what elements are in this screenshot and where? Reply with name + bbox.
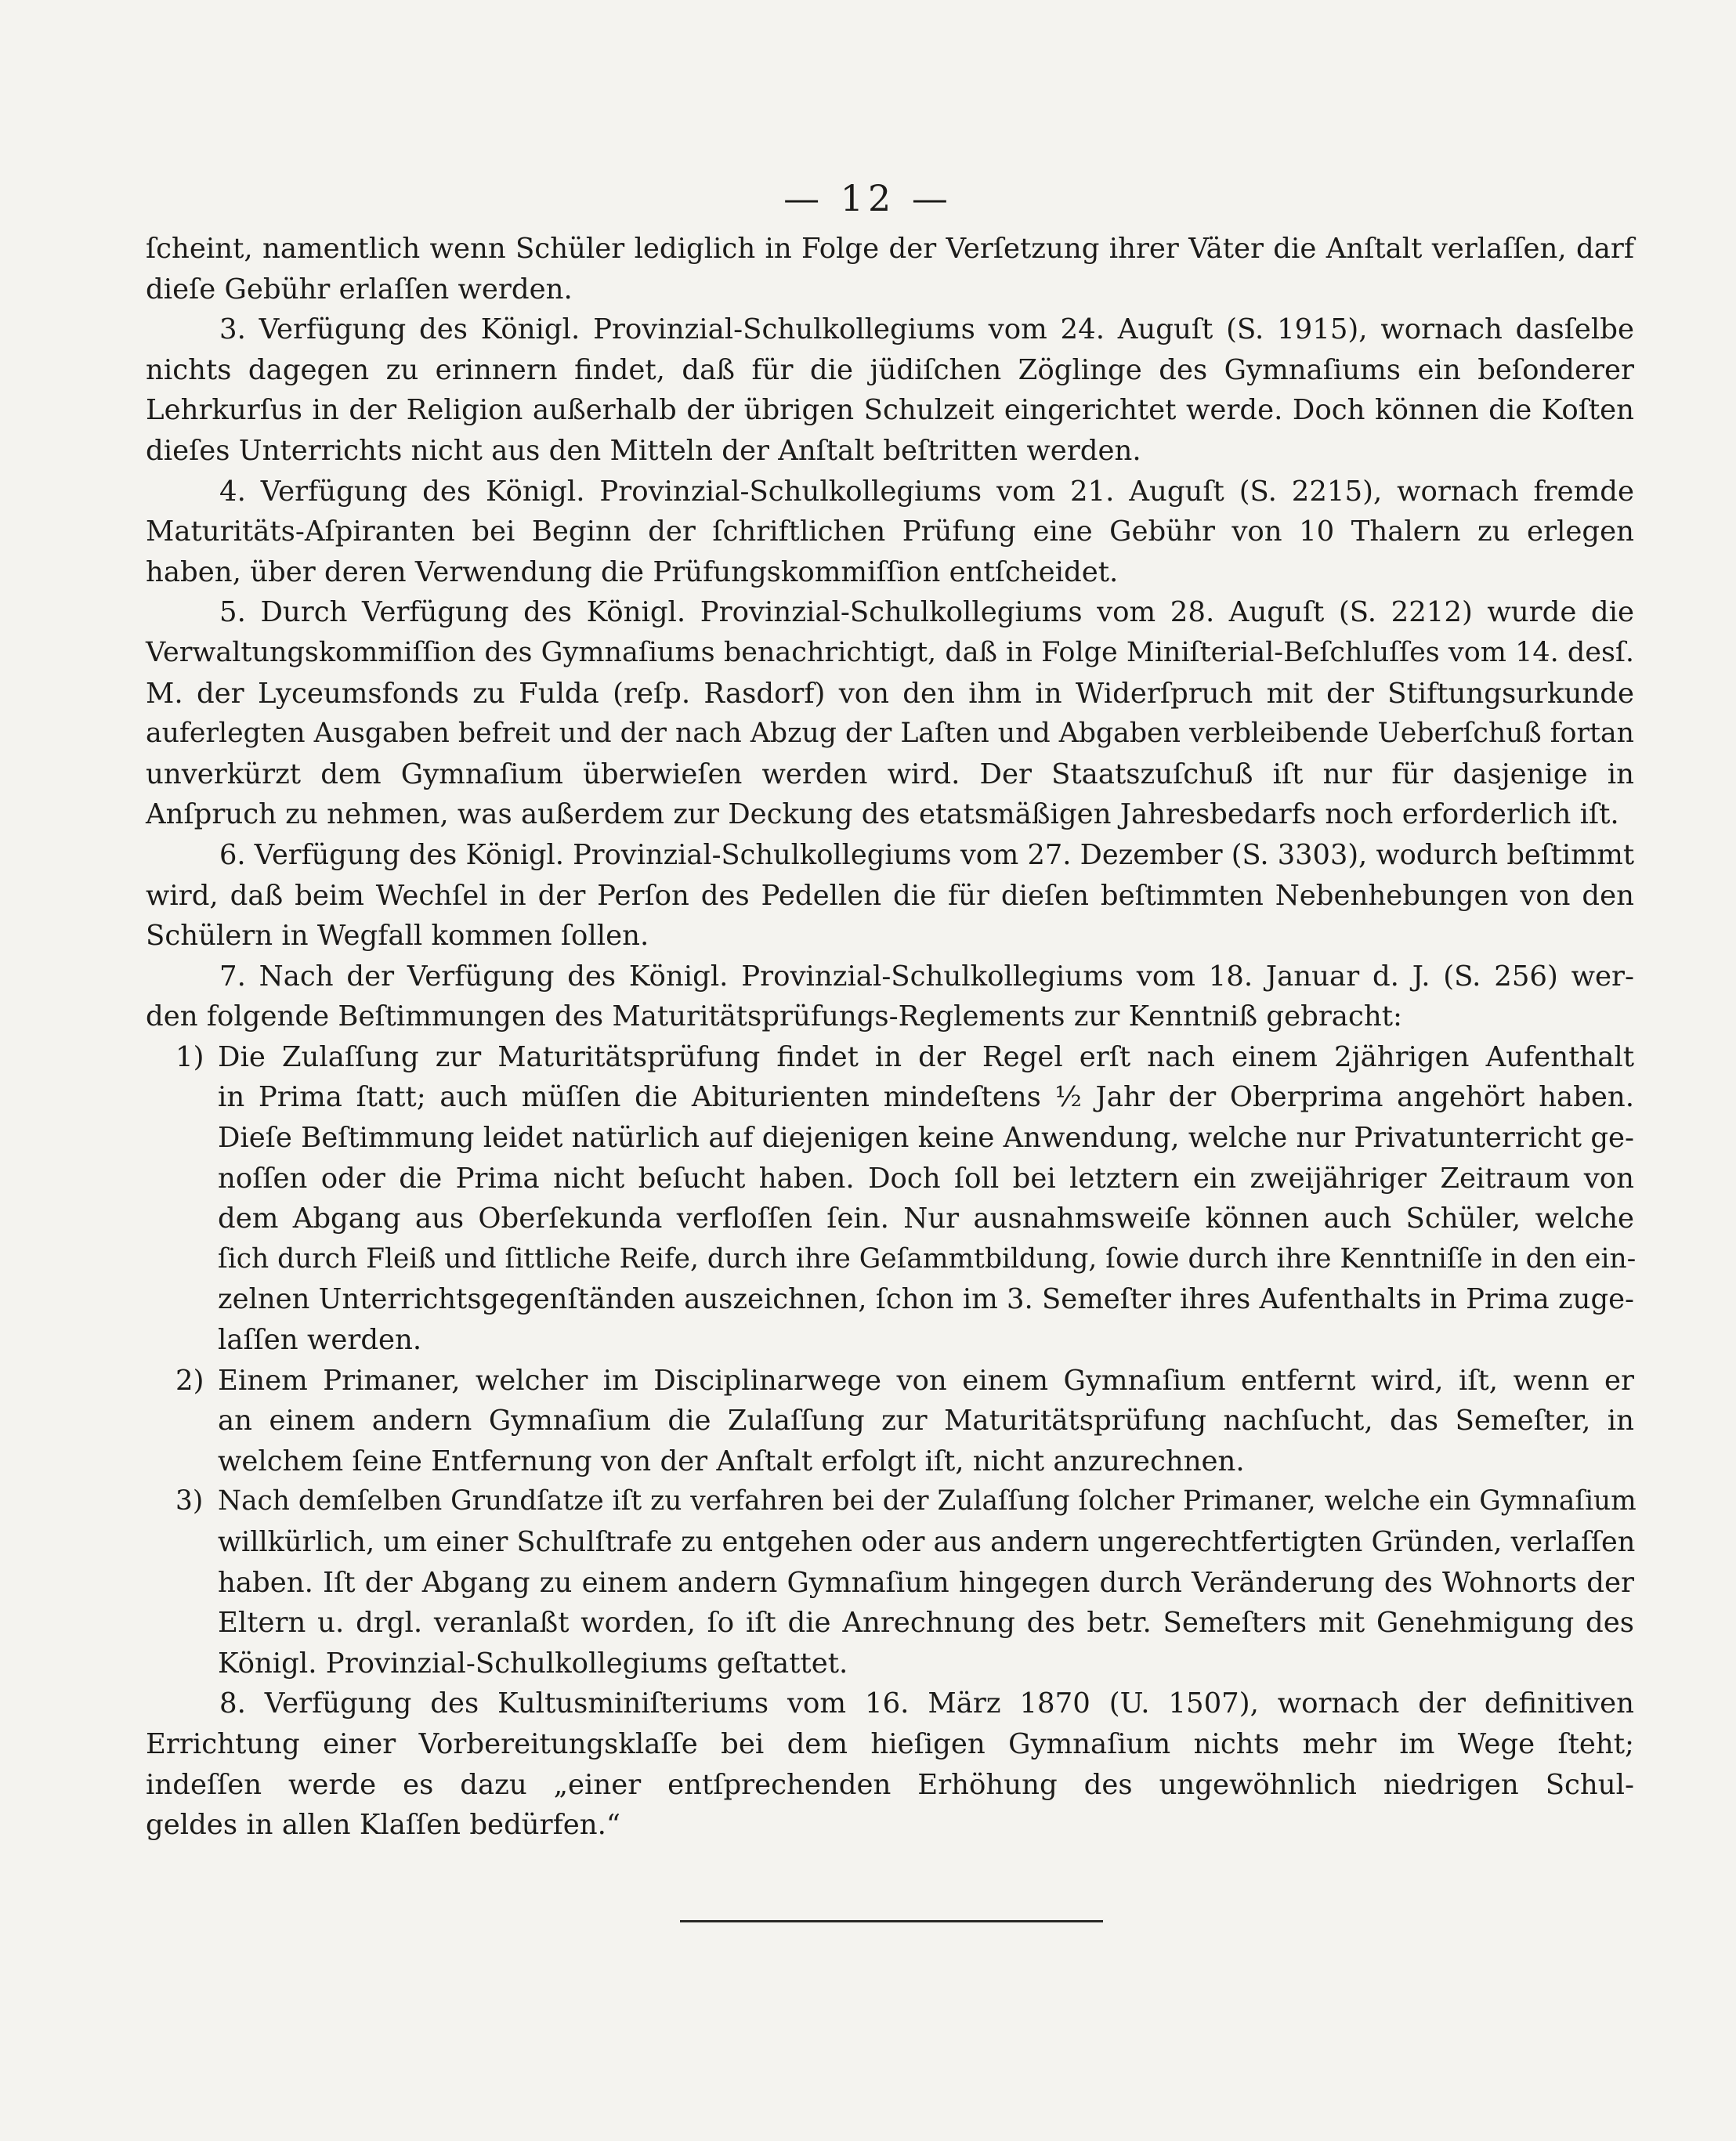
text-line: Nach demſelben Grundſatze iſt zu verfahren bei der Zulaſſung ſolcher Primaner, welche ein Gymnaſium bbox=[218, 1485, 1637, 1517]
text-line: dem Abgang aus Oberſekunda verfloſſen ſein. Nur ausnahmsweiſe können auch Schüler, welche bbox=[218, 1203, 1634, 1235]
text-line: zelnen Unterrichtsgegenſtänden auszeichnen, ſchon im 3. Semeſter ihres Aufenthalts in Prima zuge- bbox=[218, 1283, 1634, 1316]
text-line: ſcheint, namentlich wenn Schüler lediglich in Folge der Verſetzung ihrer Väter die Anſtalt verlaſſen, darf bbox=[146, 233, 1634, 265]
text-line: Lehrkurſus in der Religion außerhalb der übrigen Schulzeit eingerichtet werde. Doch können die Koſten bbox=[146, 394, 1634, 427]
closing-rule bbox=[680, 1920, 1103, 1922]
text-line: M. der Lyceumsfonds zu Fulda (reſp. Rasdorf) von den ihm in Widerſpruch mit der Stiftungsurkunde bbox=[146, 677, 1634, 710]
text-line: ſich durch Fleiß und ſittliche Reife, durch ihre Geſammtbildung, ſowie durch ihre Kenntniſſe in den ein- bbox=[218, 1242, 1637, 1275]
list-item-line bbox=[146, 1037, 1634, 1078]
text-line: Errichtung einer Vorbereitungsklaſſe bei dem hieſigen Gymnaſium nichts mehr im Wege ſteht; bbox=[146, 1727, 1634, 1760]
text-line: Anſpruch zu nehmen, was außerdem zur Deckung des etatsmäßigen Jahresbedarfs noch erforderlich iſt. bbox=[146, 798, 1619, 831]
list-item-line bbox=[146, 1361, 1634, 1401]
text-line: dieſe Gebühr erlaſſen werden. bbox=[146, 273, 573, 306]
text-line: indeſſen werde es dazu „einer entſprechenden Erhöhung des ungewöhnlich niedrigen Schul- bbox=[146, 1768, 1634, 1801]
list-item-line bbox=[146, 1481, 1637, 1522]
text-line: den folgende Beſtimmungen des Maturitätsprüfungs-Reglements zur Kenntniß gebracht: bbox=[146, 1000, 1402, 1033]
item-number: 1) bbox=[175, 1040, 204, 1073]
text-line: unverkürzt dem Gymnaſium überwieſen werden wird. Der Staatszuſchuß iſt nur für dasjenige in bbox=[146, 758, 1634, 790]
text-line: welchem ſeine Entfernung von der Anſtalt erfolgt iſt, nicht anzurechnen. bbox=[218, 1445, 1245, 1477]
text-line: Maturitäts-Aſpiranten bei Beginn der ſchriftlichen Prüfung eine Gebühr von 10 Thalern zu erlegen bbox=[146, 515, 1634, 548]
text-line: 8. Verfügung des Kultusminiſteriums vom 16. März 1870 (U. 1507), wornach der definitiven bbox=[219, 1687, 1634, 1720]
text-line: an einem andern Gymnaſium die Zulaſſung zur Maturitätsprüfung nachſucht, das Semeſter, in bbox=[218, 1405, 1634, 1438]
text-line: nichts dagegen zu erinnern findet, daß für die jüdiſchen Zöglinge des Gymnaſiums ein beſonderer bbox=[146, 353, 1634, 386]
text-line: auferlegten Ausgaben befreit und der nach Abzug der Laſten und Abgaben verbleibende Ueberſchuß fortan bbox=[146, 718, 1634, 750]
body-text bbox=[146, 229, 1637, 1846]
text-line: laſſen werden. bbox=[218, 1324, 422, 1357]
text-line: Dieſe Beſtimmung leidet natürlich auf diejenigen keine Anwendung, welche nur Privatunterricht ge- bbox=[218, 1122, 1634, 1155]
text-line: wird, daß beim Wechſel in der Perſon des Pedellen die für dieſen beſtimmten Nebenhebungen von den bbox=[146, 879, 1634, 912]
text-line: haben, über deren Verwendung die Prüfungskommiſſion entſcheidet. bbox=[146, 555, 1119, 588]
text-line: Einem Primaner, welcher im Disciplinarwege von einem Gymnaſium entfernt wird, iſt, wenn er bbox=[218, 1364, 1634, 1397]
item-number: 3) bbox=[175, 1485, 204, 1517]
text-line: Die Zulaſſung zur Maturitätsprüfung findet in der Regel erſt nach einem 2jährigen Aufenthalt bbox=[218, 1040, 1634, 1073]
text-line: 6. Verfügung des Königl. Provinzial-Schulkollegiums vom 27. Dezember (S. 3303), wodurch beſtimmt bbox=[219, 838, 1634, 871]
text-line: Eltern u. drgl. veranlaßt worden, ſo iſt die Anrechnung des betr. Semeſters mit Genehmigung des bbox=[218, 1607, 1634, 1640]
text-line: willkürlich, um einer Schulſtrafe zu entgehen oder aus andern ungerechtfertigten Gründen, verlaſſen bbox=[218, 1526, 1636, 1558]
text-line: 7. Nach der Verfügung des Königl. Provinzial-Schulkollegiums vom 18. Januar d. J. (S. 256) wer- bbox=[219, 960, 1634, 993]
text-line: noſſen oder die Prima nicht beſucht haben. Doch ſoll bei letztern ein zweijähriger Zeitraum von bbox=[218, 1162, 1634, 1195]
text-line: 5. Durch Verfügung des Königl. Provinzial-Schulkollegiums vom 28. Auguſt (S. 2212) wurde die bbox=[219, 596, 1634, 629]
text-line: Verwaltungskommiſſion des Gymnaſiums benachrichtigt, daß in Folge Miniſterial-Beſchluſſes vom 14. desſ. bbox=[146, 636, 1634, 668]
text-line: Schülern in Wegfall kommen ſollen. bbox=[146, 920, 649, 953]
text-line: haben. Iſt der Abgang zu einem andern Gymnaſium hingegen durch Veränderung des Wohnorts der bbox=[218, 1566, 1634, 1599]
text-line: geldes in allen Klaſſen bedürfen.“ bbox=[146, 1809, 621, 1842]
text-line: Königl. Provinzial-Schulkollegiums geſtattet. bbox=[218, 1647, 848, 1680]
text-line: 4. Verfügung des Königl. Provinzial-Schulkollegiums vom 21. Auguſt (S. 2215), wornach fremde bbox=[219, 475, 1634, 508]
text-line: dieſes Unterrichts nicht aus den Mitteln der Anſtalt beſtritten werden. bbox=[146, 434, 1141, 467]
page-number: — 12 — bbox=[783, 177, 953, 219]
item-number: 2) bbox=[175, 1364, 204, 1397]
text-line: in Prima ſtatt; auch müſſen die Abiturienten mindeſtens ½ Jahr der Oberprima angehört haben. bbox=[218, 1081, 1634, 1114]
text-line: 3. Verfügung des Königl. Provinzial-Schulkollegiums vom 24. Auguſt (S. 1915), wornach dasſelbe bbox=[219, 313, 1634, 346]
